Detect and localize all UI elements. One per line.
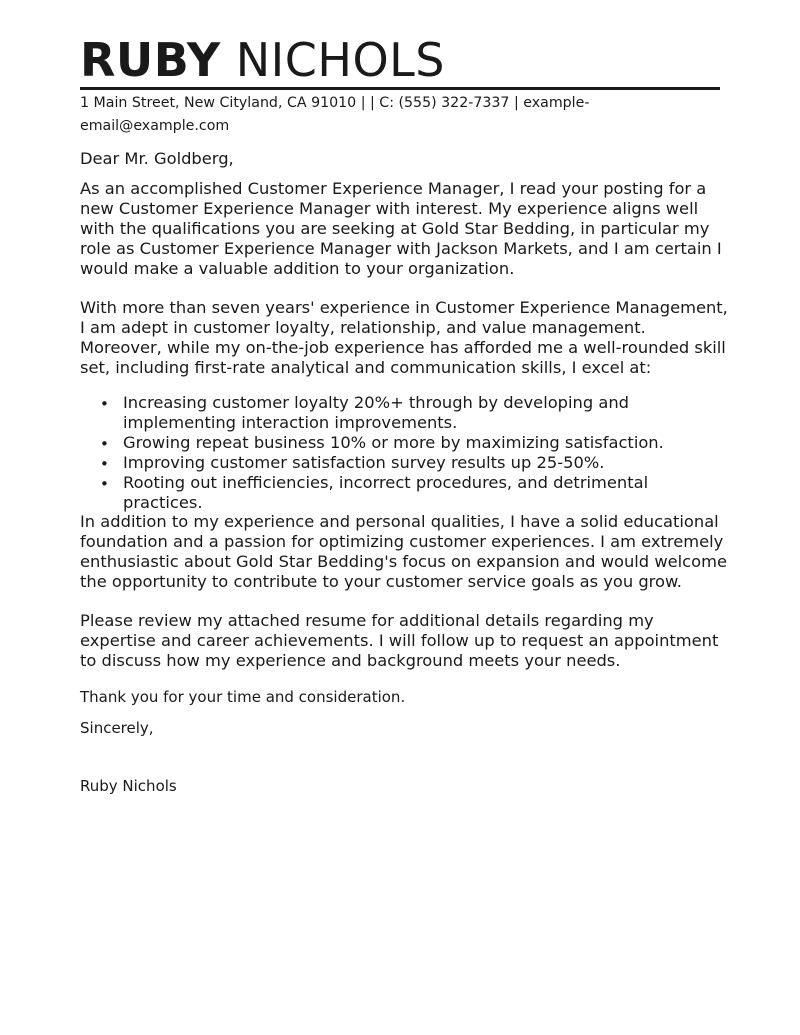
list-item-text: Improving customer satisfaction survey results up 25-50%. <box>123 453 605 472</box>
bullet-icon: • <box>100 395 109 413</box>
greeting: Dear Mr. Goldberg, <box>80 149 234 168</box>
bullet-icon: • <box>100 455 109 473</box>
list-item <box>80 453 730 473</box>
paragraph-education: In addition to my experience and personal qualities, I have a solid educational foundation and a passion for optimizing customer experiences. I am extremely enthusiastic about Gold Star Bedding's focus on expansion and would welcome the opportunity to contribute to your customer service goals as you grow. <box>80 512 727 591</box>
thanks-line: Thank you for your time and consideration. <box>80 688 406 706</box>
applicant-last-name: NICHOLS <box>235 33 445 87</box>
applicant-name <box>80 30 445 90</box>
list-item <box>80 393 730 433</box>
paragraph-follow-up: Please review my attached resume for additional details regarding my expertise and career achievements. I will follow up to request an appointment to discuss how my experience and background meets your needs. <box>80 611 719 670</box>
paragraph-experience: With more than seven years' experience in Customer Experience Management, I am adept in customer loyalty, relationship, and value management. Moreover, while my on-the-job experience has afforded me a well-rounded skill set, including first-rate analytical and communication skills, I excel at: <box>80 298 728 377</box>
list-item <box>80 473 730 513</box>
list-item-text: Growing repeat business 10% or more by maximizing satisfaction. <box>123 433 664 452</box>
list-item-text: Increasing customer loyalty 20%+ through by developing and implementing interaction improvements. <box>123 393 629 432</box>
closing: Sincerely, <box>80 719 154 737</box>
bullet-icon: • <box>100 435 109 453</box>
bullet-icon: • <box>100 475 109 493</box>
list-item-text: Rooting out inefficiencies, incorrect procedures, and detrimental practices. <box>123 473 649 512</box>
applicant-first-name: RUBY <box>80 33 221 87</box>
achievements-list <box>80 393 730 513</box>
contact-info: 1 Main Street, New Cityland, CA 91010 | | C: (555) 322-7337 | example-email@example.com <box>80 95 590 134</box>
list-item <box>80 433 730 453</box>
signature-name: Ruby Nichols <box>80 777 177 795</box>
header-divider <box>80 87 720 90</box>
paragraph-intro: As an accomplished Customer Experience Manager, I read your posting for a new Customer Experience Manager with interest. My experience aligns well with the qualifications you are seeking at Gold Star Bedding, in particular my role as Customer Experience Manager with Jackson Markets, and I am certain I would make a valuable addition to your organization. <box>80 179 722 278</box>
